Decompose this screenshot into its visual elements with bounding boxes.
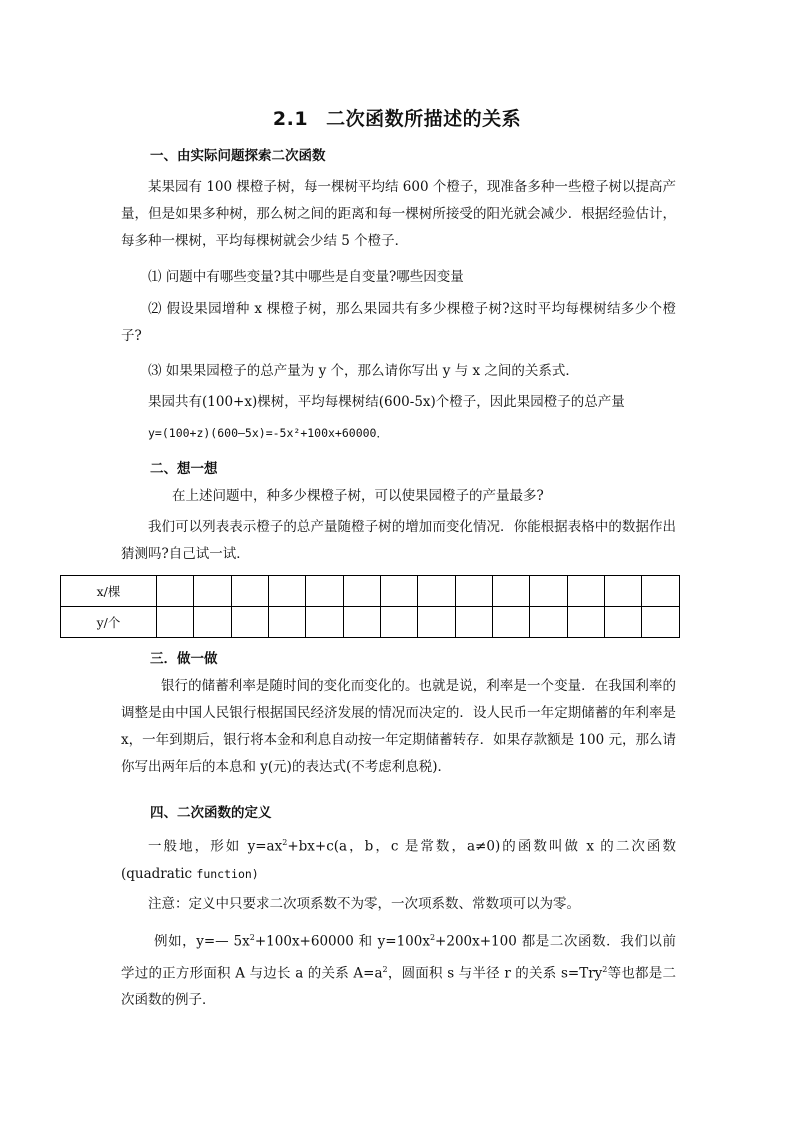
section3-heading: 三．做一做 (150, 651, 218, 667)
example-part-b: +100x+60000 和 y=100x (254, 933, 430, 950)
formula-line: y=(100+z)(600—5x)=-5x²+100x+60000． (148, 426, 388, 440)
table-cell[interactable] (455, 576, 492, 607)
table-cell[interactable] (642, 607, 680, 638)
table-cell[interactable] (194, 607, 231, 638)
table-cell[interactable] (530, 576, 567, 607)
table-cell[interactable] (231, 607, 268, 638)
definition-part-a: 一般地，形如 y=ax (148, 838, 283, 855)
table-cell[interactable] (381, 607, 418, 638)
superscript: 2 (282, 838, 288, 847)
table-cell[interactable] (343, 607, 380, 638)
table-cell[interactable] (343, 576, 380, 607)
table-cell[interactable] (418, 607, 455, 638)
example-part-d: ，圆面积 s 与半径 r 的关系 s=Try (387, 965, 603, 981)
definition-part-b: +bx+c(a，b，c 是常数，a≠0)的函数叫做 x 的二次函数(quadratic (121, 838, 676, 882)
data-table (60, 575, 680, 638)
section1-paragraph: 某果园有 100 棵橙子树，每一棵树平均结 600 个橙子，现准备多种一些橙子树以提高产量，但是如果多种树，那么树之间的距离和每一棵树所接受的阳光就会减少．根据经验估计，每多种一棵树，平均每棵树就会少结 5 个橙子． (121, 179, 676, 249)
section2-paragraph: 我们可以列表表示橙子的总产量随橙子树的增加而变化情况．你能根据表格中的数据作出猜测吗?自己试一试． (121, 519, 676, 562)
table-cell[interactable] (157, 576, 194, 607)
question-3: ⑶ 如果果园橙子的总产量为 y 个，那么请你写出 y 与 x 之间的关系式． (148, 363, 579, 379)
table-cell[interactable] (381, 576, 418, 607)
table-row (61, 607, 680, 638)
definition-paragraph (121, 829, 676, 888)
title-number: 2.1 (272, 108, 309, 130)
table-cell[interactable] (493, 607, 530, 638)
section3-paragraph: 银行的储蓄利率是随时间的变化而变化的。也就是说，利率是一个变量．在我国利率的调整是由中国人民银行根据国民经济发展的情况而决定的．设人民币一年定期储蓄的年利率是 x，一年到期后，银行将本金和利息自动按一年定期储蓄转存．如果存款额是 100 元，那么请你写出两年后的本息和 y(元)的表达式(不考虑利息税)． (121, 678, 676, 775)
table-cell[interactable] (605, 576, 642, 607)
answer-line: 果园共有(100+x)棵树，平均每棵树结(600-5x)个橙子，因此果园橙子的总产量 (148, 394, 625, 410)
table-cell[interactable] (306, 576, 343, 607)
question-2: ⑵ 假设果园增种 x 棵橙子树，那么果园共有多少棵橙子树?这时平均每棵树结多少个橙子? (121, 301, 676, 344)
example-part-c: +200x+100 都是二次函数．我们以前学过的正方形面积 A 与边长 a 的关系 A=a (121, 933, 676, 981)
table-cell[interactable] (567, 576, 604, 607)
table-cell[interactable] (269, 576, 306, 607)
page-title (0, 104, 794, 131)
superscript: 2 (382, 964, 388, 974)
table-cell[interactable] (455, 607, 492, 638)
table-cell[interactable] (269, 607, 306, 638)
section1-heading: 一、由实际问题探索二次函数 (150, 148, 326, 164)
table-cell[interactable] (493, 576, 530, 607)
table-cell[interactable] (194, 576, 231, 607)
superscript: 2 (602, 964, 608, 974)
table-row (61, 576, 680, 607)
row-label-y: y/个 (61, 607, 157, 638)
question-1: ⑴ 问题中有哪些变量?其中哪些是自变量?哪些因变量 (148, 269, 464, 285)
table-cell[interactable] (418, 576, 455, 607)
table-cell[interactable] (530, 607, 567, 638)
table-cell[interactable] (306, 607, 343, 638)
title-text: 二次函数所描述的关系 (326, 108, 522, 130)
superscript: 2 (249, 933, 255, 942)
section2-heading: 二、想一想 (150, 461, 218, 477)
definition-part-c: function) (196, 866, 259, 881)
example-part-e: 等也都是二次函数的例子． (121, 965, 676, 1008)
table-cell[interactable] (231, 576, 268, 607)
table-cell[interactable] (642, 576, 680, 607)
superscript: 2 (429, 933, 436, 942)
section4-heading: 四、二次函数的定义 (150, 805, 272, 821)
section2-question: 在上述问题中，种多少棵橙子树，可以使果园橙子的产量最多? (172, 488, 544, 504)
table-cell[interactable] (605, 607, 642, 638)
example-part-a: 例如，y=— 5x (154, 933, 250, 950)
table-cell[interactable] (567, 607, 604, 638)
note-line: 注意：定义中只要求二次项系数不为零，一次项系数、常数项可以为零。 (148, 896, 580, 912)
row-label-x: x/棵 (61, 576, 157, 607)
table-cell[interactable] (157, 607, 194, 638)
example-paragraph (121, 924, 676, 1014)
